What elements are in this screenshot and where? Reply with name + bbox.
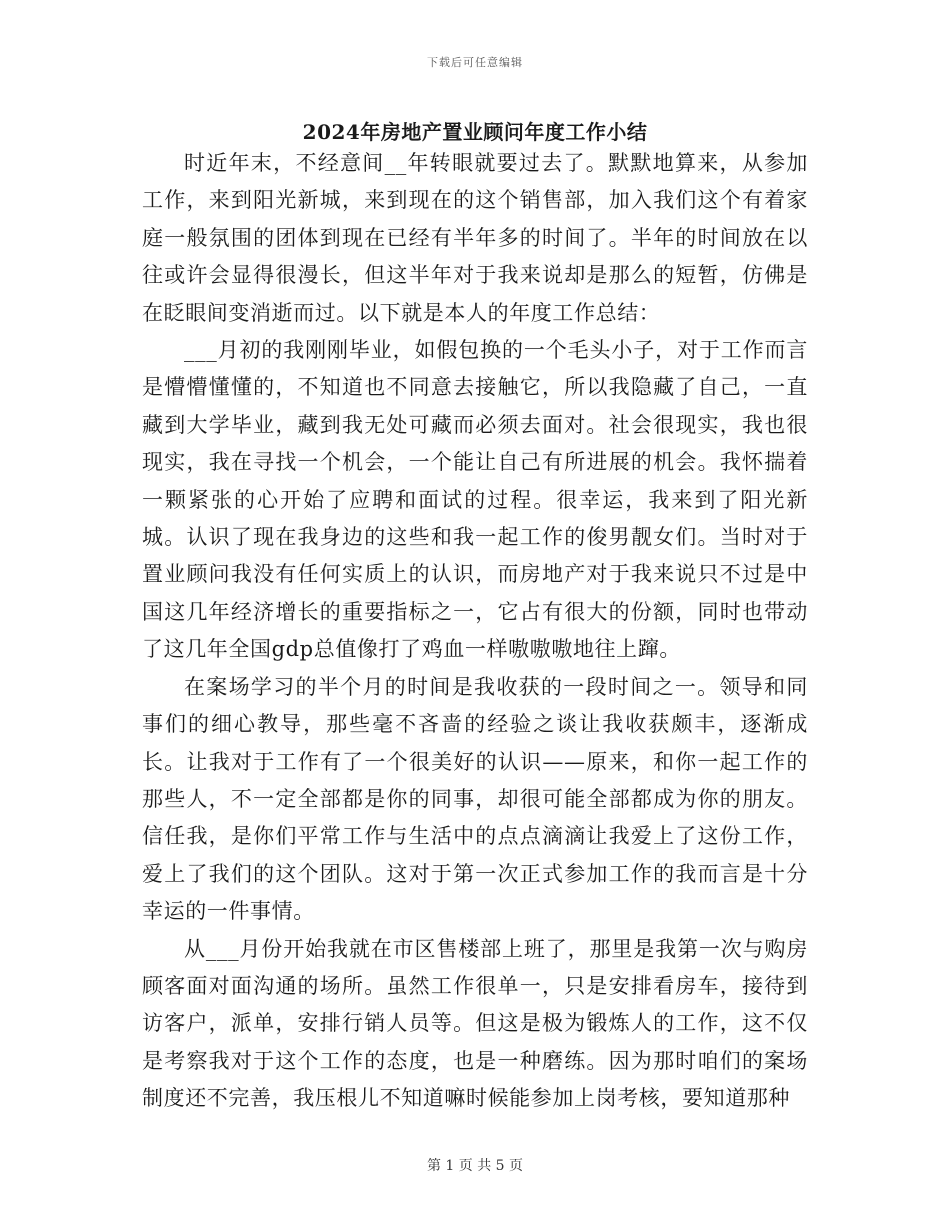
- paragraph: ___月初的我刚刚毕业，如假包换的一个毛头小子，对于工作而言是懵懵懂懂的，不知道也不同意去接触它，所以我隐藏了自己，一直藏到大学毕业，藏到我无处可藏而必须去面对。社会很现实，我也很现实，我在寻找一个机会，一个能让自己有所进展的机会。我怀揣着一颗紧张的心开始了应聘和面试的过程。很幸运，我来到了阳光新城。认识了现在我身边的这些和我一起工作的俊男靓女们。当时对于置业顾问我没有任何实质上的认识，而房地产对于我来说只不过是中国这几年经济增长的重要指标之一，它占有很大的份额，同时也带动了这几年全国gdp总值像打了鸡血一样嗷嗷嗷地往上蹿。: [142, 338, 808, 662]
- paragraph: 时近年末，不经意间__年转眼就要过去了。默默地算来，从参加工作，来到阳光新城，来到现在的这个销售部，加入我们这个有着家庭一般氛围的团体到现在已经有半年多的时间了。半年的时间放在以往或许会显得很漫长，但这半年对于我来说却是那么的短暂，仿佛是在眨眼间变消逝而过。以下就是本人的年度工作总结：: [142, 151, 808, 325]
- paragraph: 从___月份开始我就在市区售楼部上班了，那里是我第一次与购房顾客面对面沟通的场所。虽然工作很单一，只是安排看房车，接待到访客户，派单，安排行销人员等。但这是极为锻炼人的工作，这不仅是考察我对于这个工作的态度，也是一种磨练。因为那时咱们的案场制度还不完善，我压根儿不知道嘛时候能参加上岗考核，要知道那种: [142, 936, 808, 1111]
- document-body: [142, 145, 808, 1118]
- header-note: 下载后可任意编辑: [427, 56, 523, 69]
- paragraph: 在案场学习的半个月的时间是我收获的一段时间之一。领导和同事们的细心教导，那些毫不吝啬的经验之谈让我收获颇丰，逐渐成长。让我对于工作有了一个很美好的认识——原来，和你一起工作的那些人，不一定全部都是你的同事，却很可能全部都成为你的朋友。信任我，是你们平常工作与生活中的点点滴滴让我爱上了这份工作，爱上了我们的这个团队。这对于第一次正式参加工作的我而言是十分幸运的一件事情。: [142, 674, 808, 924]
- page-number: 第 1 页 共 5 页: [426, 1158, 524, 1174]
- document-title: 2024年房地产置业顾问年度工作小结: [302, 120, 648, 144]
